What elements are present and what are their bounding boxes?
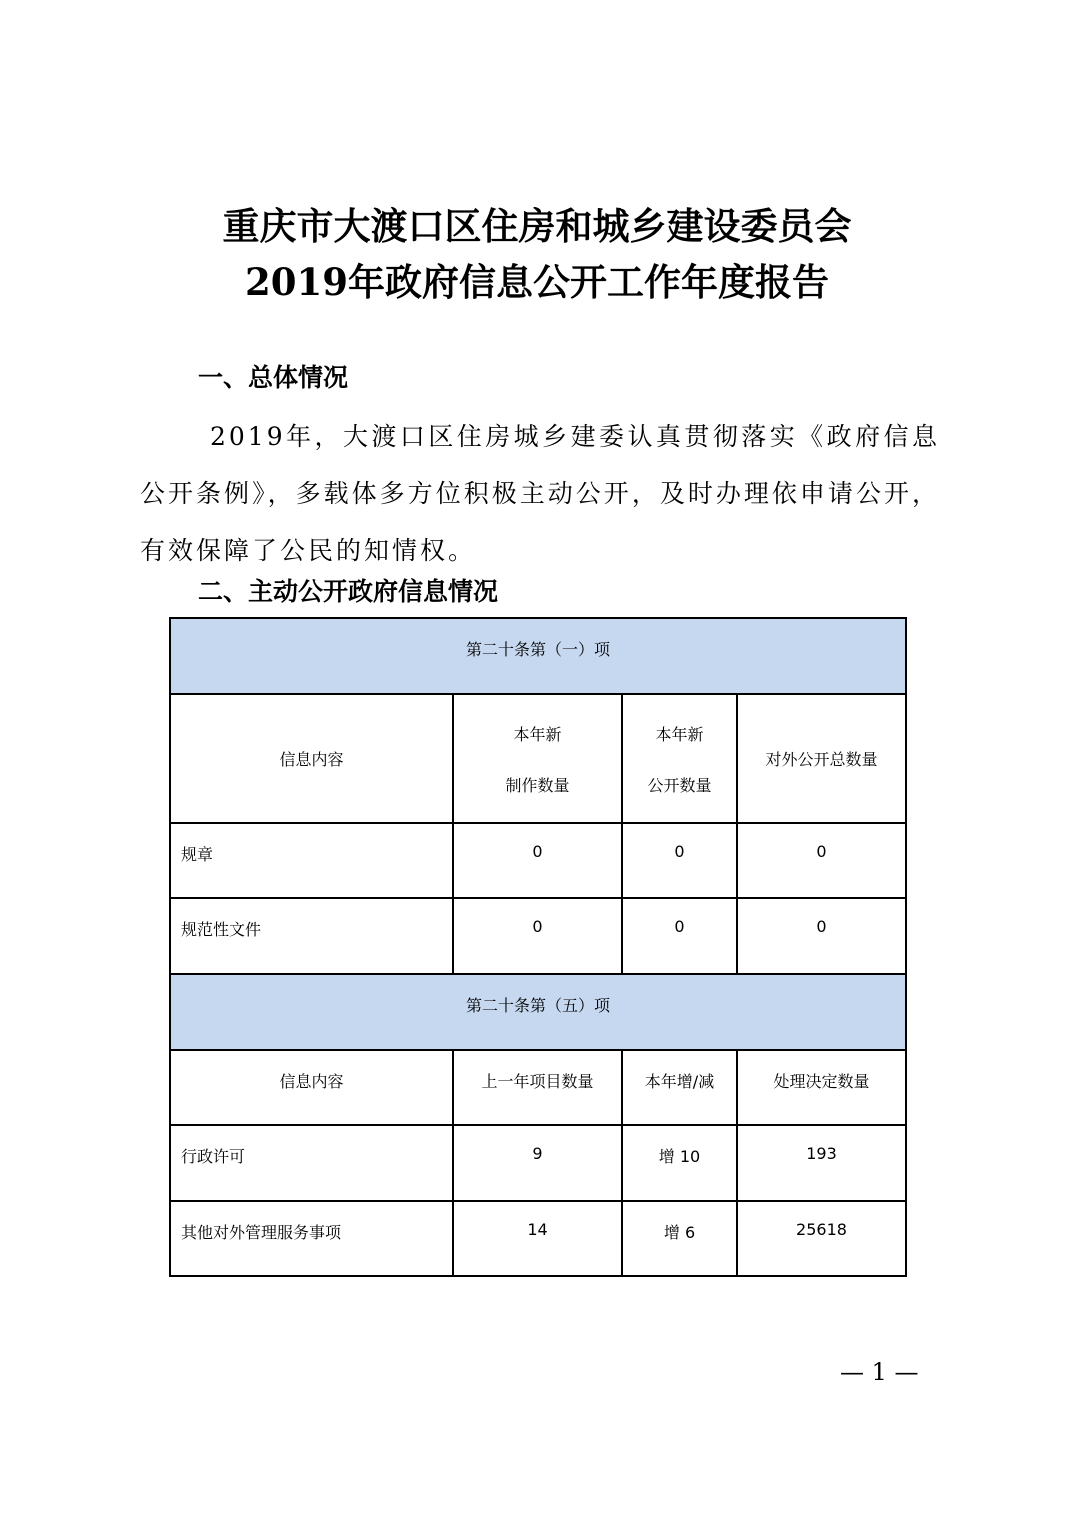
- heading-1: 一、总体情况: [198, 363, 349, 392]
- table-row: [170, 898, 906, 974]
- header-cell: 信息内容: [170, 1050, 453, 1125]
- header-line: 本年新: [655, 724, 704, 744]
- table-row: [170, 1125, 906, 1201]
- cell: 规章: [170, 823, 453, 898]
- cell: 0: [453, 823, 622, 898]
- page-number: — 1 —: [840, 1358, 919, 1386]
- header-cell: 信息内容: [170, 694, 453, 823]
- cell: 0: [622, 823, 737, 898]
- header-line: 本年新: [513, 724, 562, 744]
- cell: 规范性文件: [170, 898, 453, 974]
- header-cell: [622, 694, 737, 823]
- header-cell: 对外公开总数量: [737, 694, 906, 823]
- section-title: 第二十条第（五）项: [170, 974, 906, 1050]
- cell: 0: [737, 898, 906, 974]
- cell: 193: [737, 1125, 906, 1201]
- table-row: [170, 823, 906, 898]
- cell: 14: [453, 1201, 622, 1276]
- cell: 0: [737, 823, 906, 898]
- cell: 25618: [737, 1201, 906, 1276]
- heading-2: 二、主动公开政府信息情况: [198, 577, 499, 606]
- paragraph-overview: 2019年，大渡口区住房城乡建委认真贯彻落实《政府信息公开条例》，多载体多方位积极主动公开，及时办理依申请公开，有效保障了公民的知情权。: [140, 422, 940, 565]
- cell: 增 6: [622, 1201, 737, 1276]
- title-line-1: 重庆市大渡口区住房和城乡建设委员会: [222, 204, 852, 248]
- cell: 增 10: [622, 1125, 737, 1201]
- title-line-2: 2019年政府信息公开工作年度报告: [245, 260, 829, 304]
- cell: 9: [453, 1125, 622, 1201]
- cell: 0: [453, 898, 622, 974]
- header-cell: [453, 694, 622, 823]
- table-row: [170, 1201, 906, 1276]
- cell: 行政许可: [170, 1125, 453, 1201]
- header-cell: 上一年项目数量: [453, 1050, 622, 1125]
- cell: 其他对外管理服务事项: [170, 1201, 453, 1276]
- section-title: 第二十条第（一）项: [170, 618, 906, 694]
- disclosure-table: [169, 617, 907, 1277]
- header-cell: 处理决定数量: [737, 1050, 906, 1125]
- header-cell: 本年增/减: [622, 1050, 737, 1125]
- header-line: 公开数量: [647, 775, 712, 795]
- header-line: 制作数量: [505, 775, 570, 795]
- cell: 0: [622, 898, 737, 974]
